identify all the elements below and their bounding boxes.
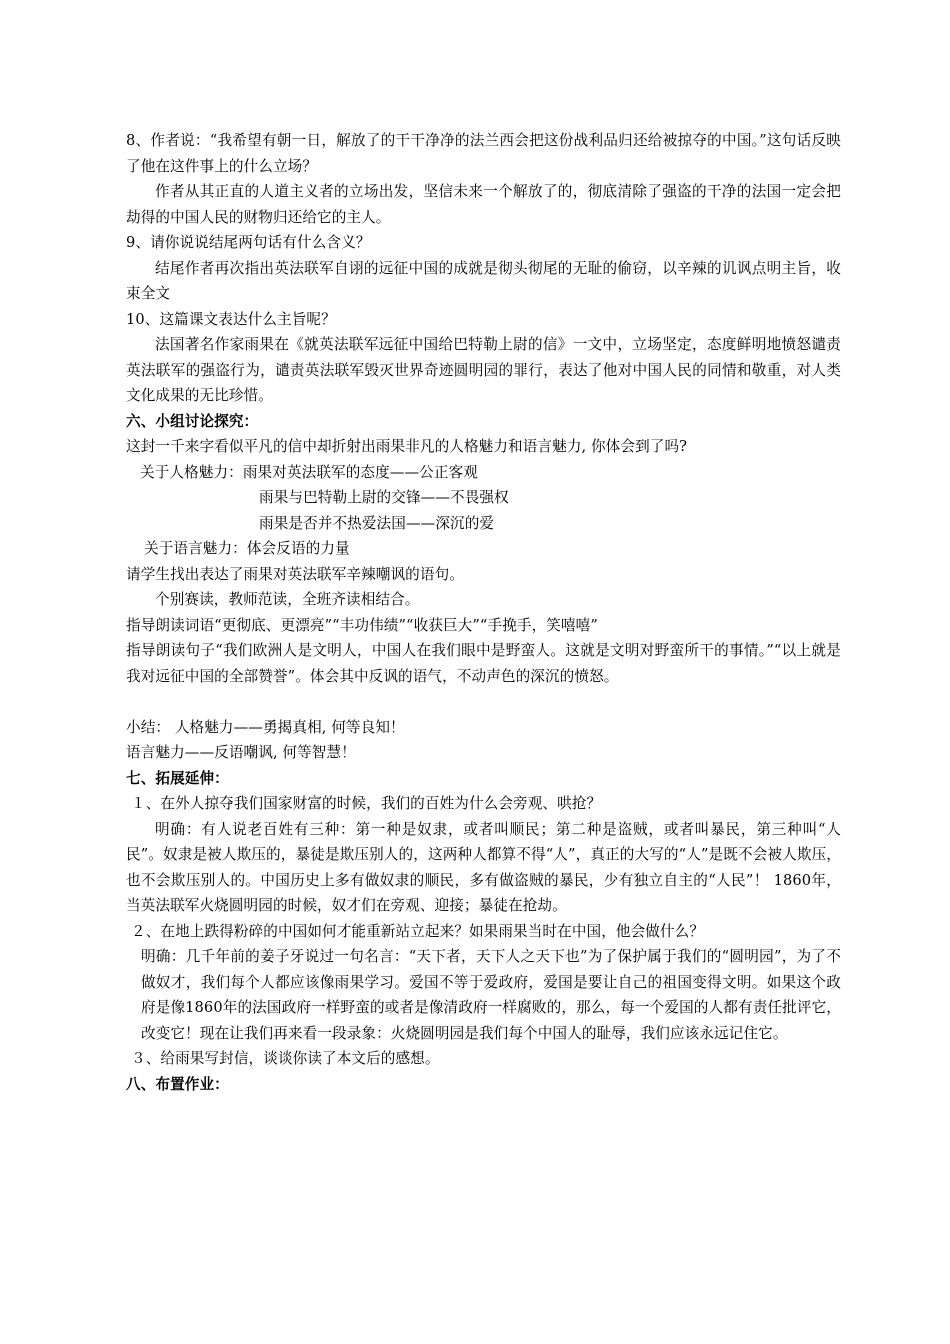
reading-sentences: 指导朗读句子“我们欧洲人是文明人，中国人在我们眼中是野蛮人。这就是文明对野蛮所干的事情。”“以上就是我对远征中国的全部赞誉”。体会其中反讽的语气，不动声色的深沉的愤怒。	[126, 642, 841, 685]
personality-charm-3: 雨果是否并不热爱法国——深沉的爱	[259, 514, 495, 532]
question-10: 10、这篇课文表达什么主旨呢？	[126, 310, 336, 328]
extension-answer-1: 明确：有人说老百姓有三种：第一种是奴隶，或者叫顺民；第二种是盗贼，或者叫暴民，第三种叫“人民”。奴隶是被人欺压的，暴徒是欺压别人的，这两种人都算不得“人”，真正的大写的“人”是既不会被人欺压，也不会欺压别人的。中国历史上多有做奴隶的顺民，多有做盗贼的暴民，少有独立自主的“人民”！ 1860年，当英法联军火烧圆明园的时候，奴才们在旁观、迎接；暴徒在抢劫。	[126, 820, 841, 914]
extension-question-3: ３、给雨果写封信，谈谈你读了本文后的感想。	[131, 1050, 440, 1067]
student-task: 请学生找出表达了雨果对英法联军辛辣嘲讽的语句。	[126, 565, 464, 583]
personality-charm-2: 雨果与巴特勒上尉的交锋——不畏强权	[259, 489, 509, 506]
summary-1: 小结： 人格魅力——勇揭真相, 何等良知！	[126, 718, 405, 736]
section-8-heading: 八、布置作业：	[126, 1075, 229, 1093]
blank-line	[126, 689, 841, 715]
section-6-intro: 这封一千来字看似平凡的信中却折射出雨果非凡的人格魅力和语言魅力, 你体会到了吗?	[126, 438, 688, 455]
reading-words: 指导朗读词语“更彻底、更漂亮”“丰功伟绩”“收获巨大”“手挽手，笑嘻嘻”	[126, 616, 598, 634]
answer-8: 作者从其正直的人道主义者的立场出发，坚信未来一个解放了的，彻底清除了强盗的干净的法国一定会把劫得的中国人民的财物归还给它的主人。	[126, 183, 841, 226]
reading-method: 个别赛读，教师范读，全班齐读相结合。	[155, 591, 420, 608]
section-6-heading: 六、小组讨论探究：	[126, 412, 259, 430]
extension-question-2: ２、在地上跌得粉碎的中国如何才能重新站立起来？如果雨果当时在中国，他会做什么？	[131, 922, 705, 940]
section-7-heading: 七、拓展延伸：	[126, 769, 229, 787]
extension-question-1: １、在外人掠夺我们国家财富的时候，我们的百姓为什么会旁观、哄抢？	[131, 795, 602, 812]
document-page	[126, 128, 841, 1097]
answer-9: 结尾作者再次指出英法联军自诩的远征中国的成就是彻头彻尾的无耻的偷窃，以辛辣的讥讽点明主旨，收束全文	[126, 259, 841, 302]
question-9: 9、请你说说结尾两句话有什么含义？	[126, 234, 371, 251]
language-charm: 关于语言魅力：体会反语的力量	[144, 540, 350, 557]
extension-answer-2: 明确：几千年前的姜子牙说过一句名言：“天下者，天下人之天下也”为了保护属于我们的“圆明园”，为了不做奴才，我们每个人都应该像雨果学习。爱国不等于爱政府，爱国是要让自己的祖国变得文明。如果这个政府是像1860年的法国政府一样野蛮的或者是像清政府一样腐败的，那么，每一个爱国的人都有责任批评它，改变它！现在让我们再来看一段录象：火烧圆明园是我们每个中国人的耻辱，我们应该永远记住它。	[141, 948, 841, 1042]
personality-charm-1: 关于人格魅力：雨果对英法联军的态度——公正客观	[140, 463, 478, 481]
summary-2: 语言魅力——反语嘲讽, 何等智慧！	[126, 744, 356, 761]
answer-10: 法国著名作家雨果在《就英法联军远征中国给巴特勒上尉的信》一文中，立场坚定，态度鲜明地愤怒谴责英法联军的强盗行为，谴责英法联军毁灭世界奇迹圆明园的罪行，表达了他对中国人民的同情和敬重，对人类文化成果的无比珍惜。	[126, 336, 841, 404]
question-8: 8、作者说：“我希望有朝一日，解放了的干干净净的法兰西会把这份战利品归还给被掠夺的中国。”这句话反映了他在这件事上的什么立场？	[126, 132, 841, 175]
